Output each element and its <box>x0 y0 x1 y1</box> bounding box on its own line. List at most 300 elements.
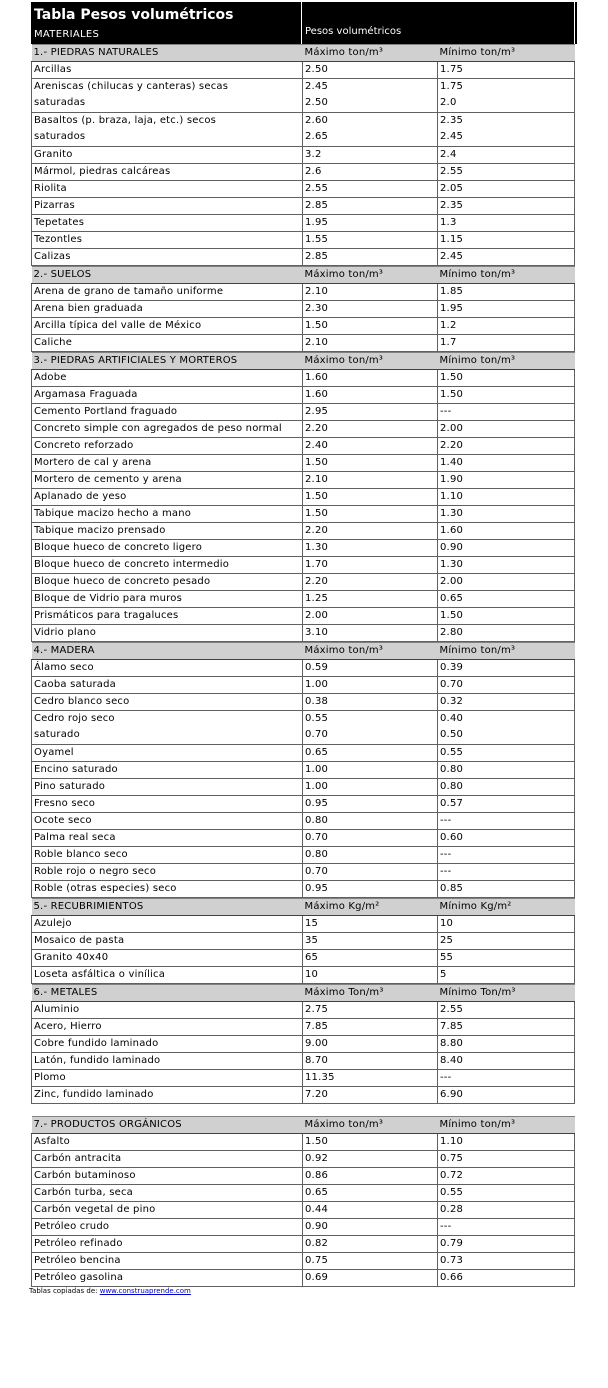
min-value-cell: 0.55 <box>438 745 575 762</box>
section-name: 5.- RECUBRIMIENTOS <box>32 899 303 916</box>
min-value-cell: --- <box>438 864 575 881</box>
material-cell: Bloque de Vidrio para muros <box>32 591 303 608</box>
table-row <box>32 1036 575 1053</box>
material-cell: Tabique macizo hecho a mano <box>32 506 303 523</box>
min-value-cell: 1.7 <box>438 335 575 352</box>
table-row <box>32 557 575 574</box>
min-value-cell: 7.85 <box>438 1019 575 1036</box>
max-value-cell-line2: 0.70 <box>305 729 329 740</box>
pesos-label: Pesos volumétricos <box>305 26 402 37</box>
max-value-cell: 8.70 <box>303 1053 438 1070</box>
material-cell-line1: Areniscas (chilucas y canteras) secas <box>34 81 229 92</box>
max-value-cell: 1.30 <box>303 540 438 557</box>
max-value-cell: 0.38 <box>303 694 438 711</box>
min-value-cell <box>438 79 575 113</box>
table-row <box>32 232 575 249</box>
max-value-cell: 2.85 <box>303 249 438 266</box>
max-value-cell: 0.59 <box>303 660 438 677</box>
table-row <box>32 660 575 677</box>
min-column-label: Mínimo ton/m³ <box>438 353 575 370</box>
material-cell-line2: saturado <box>34 729 80 740</box>
table-row <box>32 933 575 950</box>
material-cell: Arena de grano de tamaño uniforme <box>32 284 303 301</box>
material-cell: Petróleo bencina <box>32 1253 303 1270</box>
max-value-cell: 7.85 <box>303 1019 438 1036</box>
table-row <box>32 1219 575 1236</box>
max-value-cell-line1: 0.55 <box>305 713 329 724</box>
material-cell: Azulejo <box>32 916 303 933</box>
table-row <box>32 335 575 352</box>
material-cell: Caliche <box>32 335 303 352</box>
material-cell: Mosaico de pasta <box>32 933 303 950</box>
max-value-cell: 0.70 <box>303 830 438 847</box>
min-value-cell: 2.80 <box>438 625 575 642</box>
section-name: 2.- SUELOS <box>32 267 303 284</box>
table-row <box>32 625 575 642</box>
max-value-cell: 65 <box>303 950 438 967</box>
min-value-cell: 1.30 <box>438 506 575 523</box>
min-value-cell: --- <box>438 813 575 830</box>
material-cell: Pizarras <box>32 198 303 215</box>
min-value-cell: 0.90 <box>438 540 575 557</box>
min-value-cell-line1: 0.40 <box>440 713 464 724</box>
max-value-cell: 11.35 <box>303 1070 438 1087</box>
material-cell: Tepetates <box>32 215 303 232</box>
min-value-cell: 1.30 <box>438 557 575 574</box>
section-header <box>32 267 575 284</box>
section-table <box>31 44 575 266</box>
material-cell-line2: saturados <box>34 131 86 142</box>
min-value-cell: 0.70 <box>438 677 575 694</box>
max-value-cell: 2.55 <box>303 181 438 198</box>
max-value-cell: 0.80 <box>303 813 438 830</box>
min-value-cell: 1.40 <box>438 455 575 472</box>
table-row <box>32 1002 575 1019</box>
min-value-cell <box>438 113 575 147</box>
min-column-label: Mínimo ton/m³ <box>438 1117 575 1134</box>
material-cell: Carbón turba, seca <box>32 1185 303 1202</box>
table-row <box>32 472 575 489</box>
min-value-cell <box>438 711 575 745</box>
material-cell: Loseta asfáltica o vinílica <box>32 967 303 984</box>
max-value-cell-line1: 2.45 <box>305 81 329 92</box>
section-header <box>32 1117 575 1134</box>
table-row <box>32 540 575 557</box>
material-cell: Calizas <box>32 249 303 266</box>
material-cell: Bloque hueco de concreto ligero <box>32 540 303 557</box>
max-value-cell: 1.50 <box>303 318 438 335</box>
material-cell: Petróleo gasolina <box>32 1270 303 1287</box>
min-value-cell-line1: 1.75 <box>440 81 464 92</box>
max-value-cell: 0.90 <box>303 1219 438 1236</box>
max-column-label: Máximo ton/m³ <box>303 267 438 284</box>
table-row <box>32 574 575 591</box>
material-cell: Roble blanco seco <box>32 847 303 864</box>
max-value-cell-line2: 2.65 <box>305 131 329 142</box>
min-value-cell-line1: 2.35 <box>440 115 464 126</box>
min-value-cell: 25 <box>438 933 575 950</box>
max-value-cell: 1.50 <box>303 506 438 523</box>
min-value-cell: 1.2 <box>438 318 575 335</box>
max-value-cell: 2.10 <box>303 472 438 489</box>
material-cell: Tezontles <box>32 232 303 249</box>
min-value-cell: 1.85 <box>438 284 575 301</box>
max-value-cell: 1.50 <box>303 455 438 472</box>
table-row <box>32 147 575 164</box>
table-row <box>32 301 575 318</box>
max-column-label: Máximo Ton/m³ <box>303 985 438 1002</box>
table-row <box>32 1070 575 1087</box>
section-gap <box>31 1104 577 1116</box>
table-row <box>32 1185 575 1202</box>
min-value-cell: 0.72 <box>438 1168 575 1185</box>
min-column-label: Mínimo ton/m³ <box>438 643 575 660</box>
min-value-cell-line2: 0.50 <box>440 729 464 740</box>
min-value-cell: 1.10 <box>438 489 575 506</box>
min-value-cell: 0.60 <box>438 830 575 847</box>
table-row <box>32 215 575 232</box>
min-value-cell: 8.40 <box>438 1053 575 1070</box>
table-row <box>32 455 575 472</box>
material-cell: Tabique macizo prensado <box>32 523 303 540</box>
material-cell: Mortero de cal y arena <box>32 455 303 472</box>
section-header <box>32 45 575 62</box>
material-cell: Arcillas <box>32 62 303 79</box>
section-table <box>31 352 575 642</box>
min-value-cell: 2.55 <box>438 1002 575 1019</box>
min-value-cell: 1.95 <box>438 301 575 318</box>
material-cell-line1: Cedro rojo seco <box>34 713 115 724</box>
section-name: 1.- PIEDRAS NATURALES <box>32 45 303 62</box>
min-value-cell: 0.32 <box>438 694 575 711</box>
table-row <box>32 1236 575 1253</box>
material-cell: Bloque hueco de concreto intermedio <box>32 557 303 574</box>
table-row <box>32 62 575 79</box>
material-cell: Prismáticos para tragaluces <box>32 608 303 625</box>
table-row <box>32 421 575 438</box>
max-value-cell: 1.95 <box>303 215 438 232</box>
table-row <box>32 967 575 984</box>
min-value-cell: 2.00 <box>438 421 575 438</box>
material-cell: Cedro blanco seco <box>32 694 303 711</box>
max-value-cell: 2.20 <box>303 421 438 438</box>
max-value-cell: 3.10 <box>303 625 438 642</box>
table-row <box>32 489 575 506</box>
min-value-cell: --- <box>438 847 575 864</box>
section-table <box>31 984 575 1104</box>
document <box>31 2 577 1287</box>
material-cell <box>32 113 303 147</box>
max-value-cell: 1.55 <box>303 232 438 249</box>
material-cell: Palma real seca <box>32 830 303 847</box>
max-column-label: Máximo ton/m³ <box>303 1117 438 1134</box>
max-value-cell: 0.65 <box>303 1185 438 1202</box>
section-header <box>32 643 575 660</box>
material-cell: Fresno seco <box>32 796 303 813</box>
material-cell: Riolita <box>32 181 303 198</box>
material-cell: Bloque hueco de concreto pesado <box>32 574 303 591</box>
min-value-cell: 0.66 <box>438 1270 575 1287</box>
table-row <box>32 1168 575 1185</box>
table-row <box>32 1019 575 1036</box>
table-row <box>32 608 575 625</box>
max-value-cell: 7.20 <box>303 1087 438 1104</box>
table-row <box>32 284 575 301</box>
max-value-cell: 1.70 <box>303 557 438 574</box>
max-value-cell: 0.86 <box>303 1168 438 1185</box>
header-divider <box>301 2 302 44</box>
min-value-cell: 1.60 <box>438 523 575 540</box>
min-value-cell: 2.45 <box>438 249 575 266</box>
section-table <box>31 1116 575 1287</box>
min-value-cell: 0.85 <box>438 881 575 898</box>
material-cell: Álamo seco <box>32 660 303 677</box>
table-row <box>32 1134 575 1151</box>
max-value-cell: 0.80 <box>303 847 438 864</box>
footer <box>29 1287 191 1295</box>
table-row <box>32 711 575 745</box>
max-value-cell: 2.10 <box>303 335 438 352</box>
table-row <box>32 198 575 215</box>
table-row <box>32 318 575 335</box>
min-value-cell: 0.80 <box>438 762 575 779</box>
max-value-cell: 0.82 <box>303 1236 438 1253</box>
table-row <box>32 1202 575 1219</box>
material-cell: Vidrio plano <box>32 625 303 642</box>
max-value-cell: 1.00 <box>303 762 438 779</box>
min-value-cell: 0.75 <box>438 1151 575 1168</box>
min-value-cell: 2.35 <box>438 198 575 215</box>
section-name: 3.- PIEDRAS ARTIFICIALES Y MORTEROS <box>32 353 303 370</box>
max-value-cell: 2.85 <box>303 198 438 215</box>
min-value-cell: 1.75 <box>438 62 575 79</box>
max-value-cell <box>303 113 438 147</box>
max-column-label: Máximo ton/m³ <box>303 353 438 370</box>
min-value-cell: 0.80 <box>438 779 575 796</box>
min-value-cell: 0.39 <box>438 660 575 677</box>
section-header <box>32 985 575 1002</box>
table-row <box>32 370 575 387</box>
page-title: Tabla Pesos volumétricos <box>34 7 234 23</box>
max-value-cell: 35 <box>303 933 438 950</box>
section-name: 6.- METALES <box>32 985 303 1002</box>
material-cell: Aplanado de yeso <box>32 489 303 506</box>
table-row <box>32 916 575 933</box>
table-row <box>32 591 575 608</box>
max-value-cell: 15 <box>303 916 438 933</box>
table-row <box>32 950 575 967</box>
min-value-cell: 1.50 <box>438 387 575 404</box>
table-header <box>31 2 577 44</box>
material-cell: Carbón antracita <box>32 1151 303 1168</box>
max-value-cell: 0.92 <box>303 1151 438 1168</box>
section-name: 4.- MADERA <box>32 643 303 660</box>
section-header <box>32 353 575 370</box>
min-value-cell: 55 <box>438 950 575 967</box>
max-value-cell: 0.95 <box>303 796 438 813</box>
min-value-cell-line2: 2.0 <box>440 97 457 108</box>
table-row <box>32 404 575 421</box>
min-value-cell: 5 <box>438 967 575 984</box>
table-row <box>32 249 575 266</box>
material-cell: Carbón butaminoso <box>32 1168 303 1185</box>
table-row <box>32 779 575 796</box>
min-column-label: Mínimo Kg/m² <box>438 899 575 916</box>
table-row <box>32 1151 575 1168</box>
table-row <box>32 796 575 813</box>
material-cell <box>32 711 303 745</box>
material-cell: Petróleo refinado <box>32 1236 303 1253</box>
min-value-cell: 0.79 <box>438 1236 575 1253</box>
footer-label: Tablas copiadas de: <box>29 1287 100 1295</box>
max-value-cell: 1.00 <box>303 779 438 796</box>
material-cell: Adobe <box>32 370 303 387</box>
material-cell: Carbón vegetal de pino <box>32 1202 303 1219</box>
material-cell: Asfalto <box>32 1134 303 1151</box>
section-table <box>31 898 575 984</box>
max-value-cell: 2.40 <box>303 438 438 455</box>
min-column-label: Mínimo ton/m³ <box>438 267 575 284</box>
min-value-cell: 0.57 <box>438 796 575 813</box>
max-value-cell: 2.10 <box>303 284 438 301</box>
max-value-cell: 10 <box>303 967 438 984</box>
max-value-cell: 2.95 <box>303 404 438 421</box>
max-value-cell: 1.00 <box>303 677 438 694</box>
material-cell: Encino saturado <box>32 762 303 779</box>
min-value-cell: 1.50 <box>438 370 575 387</box>
max-column-label: Máximo ton/m³ <box>303 643 438 660</box>
table-row <box>32 762 575 779</box>
max-value-cell: 2.00 <box>303 608 438 625</box>
material-cell: Mármol, piedras calcáreas <box>32 164 303 181</box>
max-value-cell-line2: 2.50 <box>305 97 329 108</box>
min-column-label: Mínimo ton/m³ <box>438 45 575 62</box>
min-value-cell: 1.15 <box>438 232 575 249</box>
max-value-cell: 0.70 <box>303 864 438 881</box>
max-value-cell: 3.2 <box>303 147 438 164</box>
min-value-cell: 10 <box>438 916 575 933</box>
min-value-cell: 1.50 <box>438 608 575 625</box>
material-cell: Granito 40x40 <box>32 950 303 967</box>
material-cell: Ocote seco <box>32 813 303 830</box>
max-value-cell: 1.50 <box>303 1134 438 1151</box>
table-row <box>32 1253 575 1270</box>
max-value-cell-line1: 2.60 <box>305 115 329 126</box>
table-row <box>32 864 575 881</box>
source-link[interactable]: www.construaprende.com <box>99 1287 191 1295</box>
material-cell: Concreto reforzado <box>32 438 303 455</box>
material-cell: Petróleo crudo <box>32 1219 303 1236</box>
table-row <box>32 438 575 455</box>
material-cell: Acero, Hierro <box>32 1019 303 1036</box>
section-table <box>31 266 575 352</box>
min-value-cell: --- <box>438 404 575 421</box>
materials-label: MATERIALES <box>34 29 100 40</box>
section-header <box>32 899 575 916</box>
table-row <box>32 677 575 694</box>
material-cell: Oyamel <box>32 745 303 762</box>
material-cell: Aluminio <box>32 1002 303 1019</box>
table-row <box>32 1270 575 1287</box>
max-value-cell: 2.75 <box>303 1002 438 1019</box>
max-column-label: Máximo ton/m³ <box>303 45 438 62</box>
min-value-cell: 0.73 <box>438 1253 575 1270</box>
table-row <box>32 745 575 762</box>
table-row <box>32 1053 575 1070</box>
min-value-cell: 8.80 <box>438 1036 575 1053</box>
min-value-cell: 1.10 <box>438 1134 575 1151</box>
table-row <box>32 79 575 113</box>
max-value-cell: 1.60 <box>303 370 438 387</box>
material-cell <box>32 79 303 113</box>
max-value-cell: 2.30 <box>303 301 438 318</box>
min-column-label: Mínimo Ton/m³ <box>438 985 575 1002</box>
table-row <box>32 387 575 404</box>
max-value-cell: 1.50 <box>303 489 438 506</box>
material-cell: Argamasa Fraguada <box>32 387 303 404</box>
section-name: 7.- PRODUCTOS ORGÁNICOS <box>32 1117 303 1134</box>
min-value-cell: 2.55 <box>438 164 575 181</box>
min-value-cell: 2.00 <box>438 574 575 591</box>
min-value-cell: --- <box>438 1219 575 1236</box>
min-value-cell: 1.3 <box>438 215 575 232</box>
table-row <box>32 694 575 711</box>
material-cell: Pino saturado <box>32 779 303 796</box>
material-cell: Arcilla típica del valle de México <box>32 318 303 335</box>
table-row <box>32 881 575 898</box>
material-cell: Mortero de cemento y arena <box>32 472 303 489</box>
max-value-cell: 1.25 <box>303 591 438 608</box>
material-cell-line1: Basaltos (p. braza, laja, etc.) secos <box>34 115 217 126</box>
material-cell: Latón, fundido laminado <box>32 1053 303 1070</box>
max-value-cell: 2.6 <box>303 164 438 181</box>
max-value-cell: 1.60 <box>303 387 438 404</box>
material-cell: Roble (otras especies) seco <box>32 881 303 898</box>
max-value-cell <box>303 79 438 113</box>
table-row <box>32 830 575 847</box>
table-row <box>32 181 575 198</box>
header-right-edge <box>574 2 575 44</box>
table-row <box>32 506 575 523</box>
max-value-cell: 2.50 <box>303 62 438 79</box>
material-cell: Roble rojo o negro seco <box>32 864 303 881</box>
material-cell: Concreto simple con agregados de peso normal <box>32 421 303 438</box>
sections-container <box>31 44 577 1287</box>
min-value-cell: 2.05 <box>438 181 575 198</box>
min-value-cell: 0.65 <box>438 591 575 608</box>
max-column-label: Máximo Kg/m² <box>303 899 438 916</box>
max-value-cell: 0.69 <box>303 1270 438 1287</box>
material-cell: Granito <box>32 147 303 164</box>
material-cell: Zinc, fundido laminado <box>32 1087 303 1104</box>
min-value-cell: --- <box>438 1070 575 1087</box>
table-row <box>32 847 575 864</box>
material-cell: Caoba saturada <box>32 677 303 694</box>
max-value-cell: 0.65 <box>303 745 438 762</box>
min-value-cell-line2: 2.45 <box>440 131 464 142</box>
table-row <box>32 113 575 147</box>
table-row <box>32 813 575 830</box>
max-value-cell <box>303 711 438 745</box>
min-value-cell: 6.90 <box>438 1087 575 1104</box>
min-value-cell: 0.55 <box>438 1185 575 1202</box>
max-value-cell: 2.20 <box>303 574 438 591</box>
table-row <box>32 523 575 540</box>
section-table <box>31 642 575 898</box>
min-value-cell: 2.20 <box>438 438 575 455</box>
max-value-cell: 0.95 <box>303 881 438 898</box>
min-value-cell: 1.90 <box>438 472 575 489</box>
